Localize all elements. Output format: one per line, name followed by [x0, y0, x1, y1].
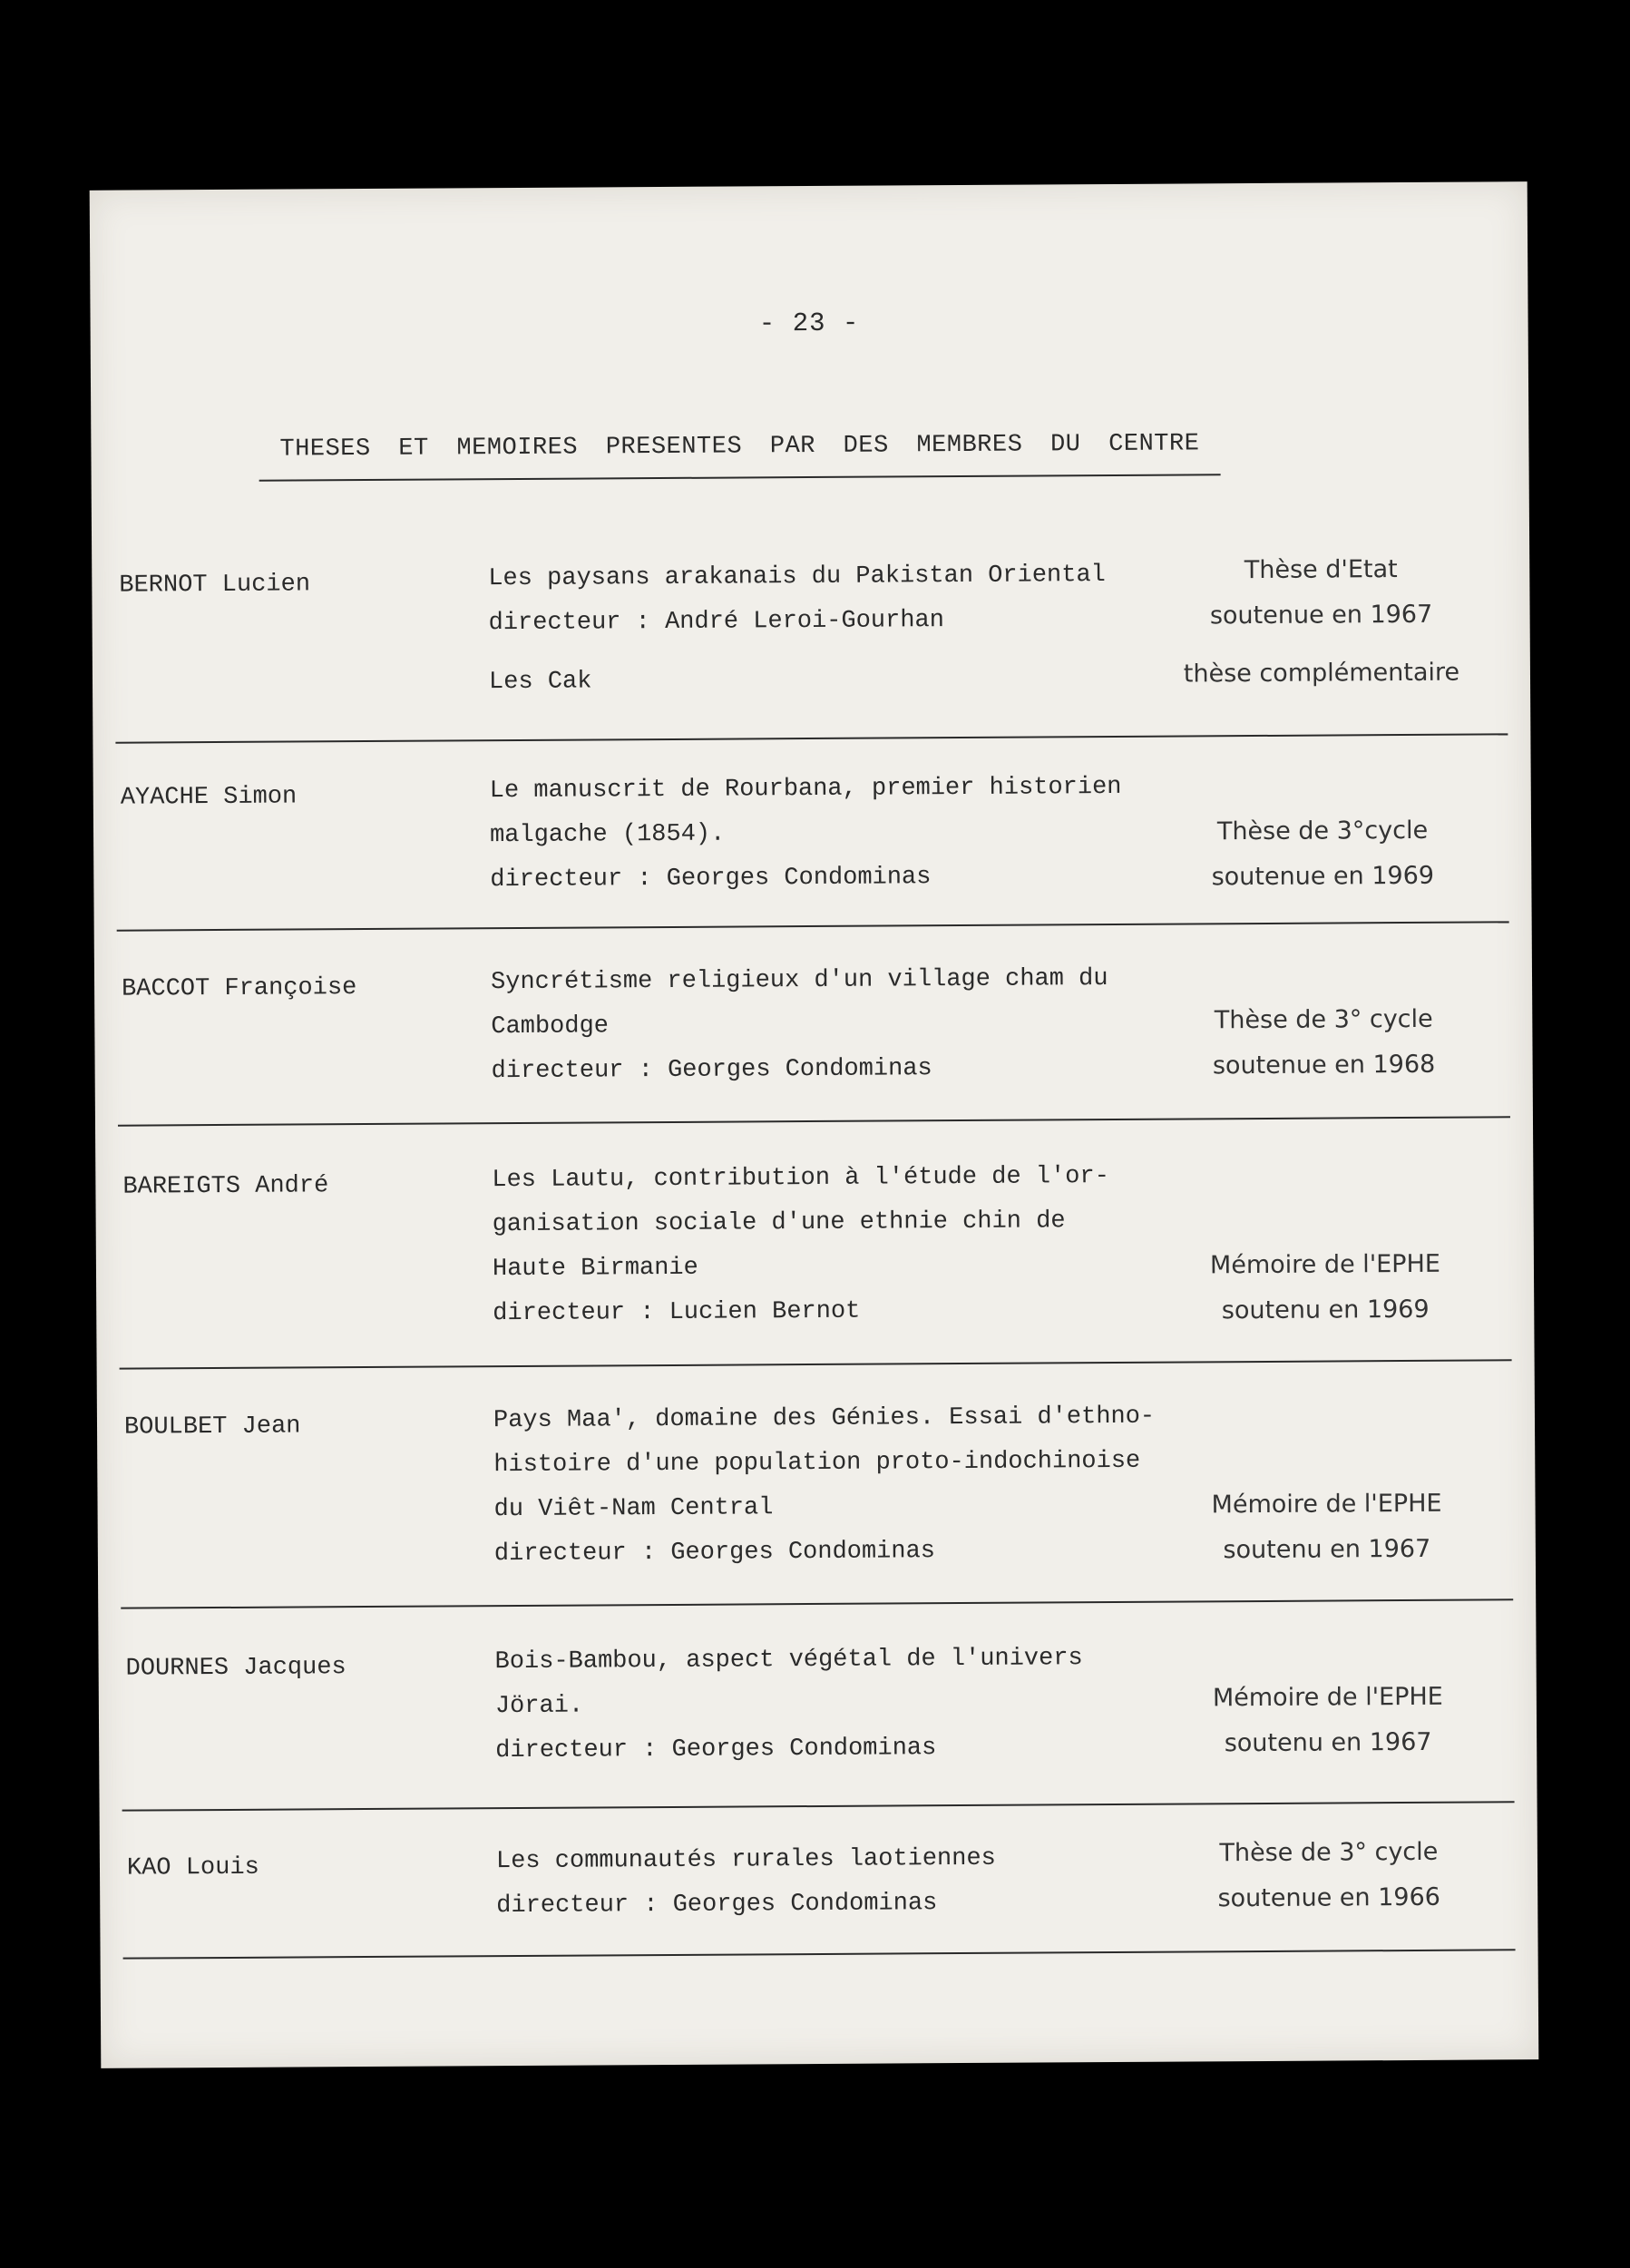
work-line: Les communautés rurales laotiennes — [495, 1844, 996, 1876]
status-line: soutenu en 1969 — [1221, 1295, 1430, 1325]
entry-status-complementary: thèse complémentaire — [1183, 658, 1460, 689]
status-line: Mémoire de l'EPHE — [1212, 1682, 1443, 1713]
row-divider — [118, 1116, 1510, 1126]
entry-status — [1175, 1830, 1484, 1922]
document-page — [90, 181, 1539, 2068]
status-line: Mémoire de l'EPHE — [1209, 1249, 1440, 1280]
title-underline — [259, 474, 1221, 481]
page-number: - 23 - — [758, 308, 860, 339]
entry-author: DOURNES Jacques — [125, 1654, 346, 1683]
entry-status — [1166, 547, 1476, 640]
work-line: Syncrétisme religieux d'un village cham du — [490, 965, 1108, 997]
work-line: directeur : Georges Condominas — [495, 1735, 937, 1765]
work-line: Jörai. — [494, 1692, 584, 1721]
entry-work — [488, 553, 1106, 646]
work-line: Les paysans arakanais du Pakistan Oriental — [488, 562, 1106, 593]
entry-work — [490, 766, 1123, 903]
work-line: directeur : Georges Condominas — [496, 1890, 938, 1921]
entry-work — [491, 957, 1108, 1094]
status-line: Thèse d'Etat — [1244, 555, 1398, 585]
status-line: Thèse de 3° cycle — [1214, 1004, 1433, 1035]
row-divider — [122, 1801, 1515, 1811]
entry-author: AYACHE Simon — [120, 783, 298, 812]
entry-work — [496, 1837, 996, 1929]
work-line: Les Lautu, contribution à l'étude de l'or- — [492, 1163, 1109, 1195]
entry-author: BERNOT Lucien — [119, 571, 311, 600]
row-divider — [115, 733, 1508, 743]
row-divider — [120, 1359, 1512, 1369]
work-line: ganisation sociale d'une ethnie chin de — [492, 1207, 1066, 1239]
work-line: Cambodge — [491, 1012, 610, 1041]
entry-work — [492, 1155, 1110, 1336]
work-line: malgache (1854). — [489, 820, 726, 850]
status-line: soutenue en 1969 — [1211, 861, 1435, 892]
work-line: directeur : Georges Condominas — [493, 1538, 936, 1569]
work-line: directeur : Georges Condominas — [490, 864, 932, 894]
entry-work — [494, 1637, 1083, 1774]
work-line: Le manuscrit de Rourbana, premier historien — [489, 773, 1122, 806]
status-line: Thèse de 3° cycle — [1219, 1837, 1439, 1868]
status-line: Mémoire de l'EPHE — [1211, 1489, 1442, 1520]
status-line: Thèse de 3°cycle — [1216, 816, 1429, 846]
work-line: directeur : Georges Condominas — [491, 1055, 932, 1086]
work-line: directeur : Lucien Bernot — [493, 1297, 861, 1328]
entry-status — [1169, 997, 1479, 1090]
status-line: soutenu en 1967 — [1224, 1727, 1432, 1758]
work-line: Haute Birmanie — [492, 1254, 698, 1284]
entry-author: KAO Louis — [126, 1853, 259, 1882]
work-line: Pays Maa', domaine des Génies. Essai d'ethno- — [493, 1403, 1156, 1435]
entry-author: BAREIGTS André — [122, 1172, 329, 1201]
status-line: soutenue en 1968 — [1212, 1050, 1436, 1080]
entry-status — [1171, 1242, 1480, 1334]
entry-work — [493, 1395, 1156, 1577]
entry-status — [1168, 808, 1478, 901]
work-line: Bois-Bambou, aspect végétal de l'univers — [494, 1645, 1083, 1677]
work-line: histoire d'une population proto-indochinoise — [493, 1447, 1141, 1480]
status-line: soutenue en 1966 — [1217, 1882, 1440, 1913]
entry-status — [1174, 1675, 1483, 1767]
entry-status — [1172, 1481, 1481, 1574]
page-title: THESES ET MEMOIRES PRESENTES PAR DES MEMBRES DU CENTRE — [279, 430, 1200, 464]
entry-work-complementary: Les Cak — [488, 668, 592, 697]
row-divider — [117, 921, 1509, 931]
status-line: soutenu en 1967 — [1223, 1534, 1431, 1565]
entry-author: BACCOT Françoise — [121, 974, 357, 1003]
row-divider — [121, 1598, 1513, 1608]
entry-author: BOULBET Jean — [123, 1413, 301, 1442]
work-line: du Viêt-Nam Central — [493, 1494, 774, 1524]
status-line: soutenue en 1967 — [1209, 600, 1433, 631]
row-divider — [123, 1949, 1516, 1959]
work-line: directeur : André Leroi-Gourhan — [488, 607, 944, 638]
